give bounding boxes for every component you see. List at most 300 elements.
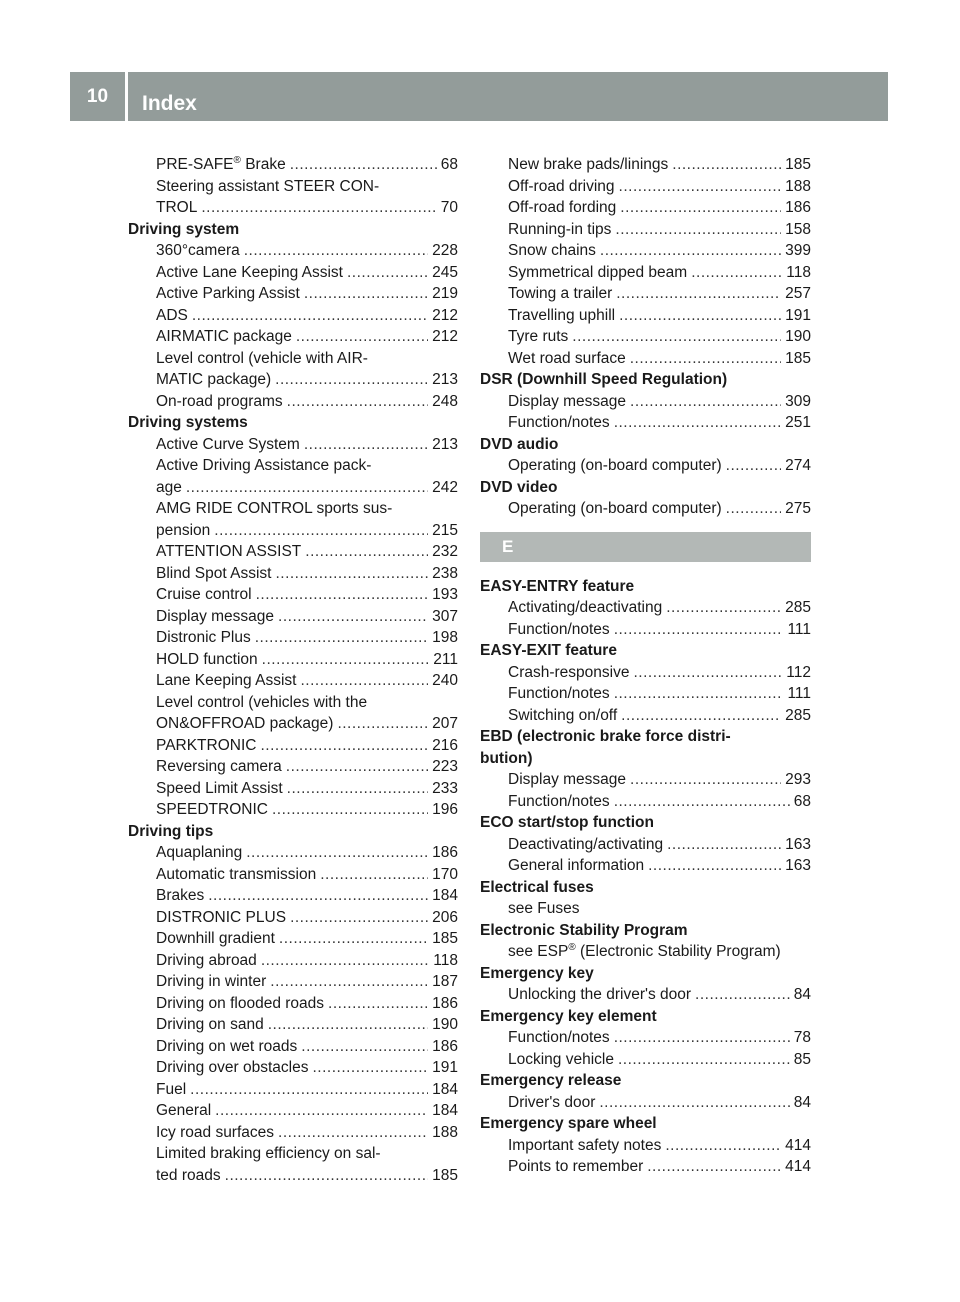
entry-label [156, 1122, 274, 1144]
entry-label [508, 1049, 614, 1071]
entry-label-text: Off-road fording [508, 199, 617, 216]
entry-label [156, 520, 210, 542]
entry-label-text: Aquaplaning [156, 844, 243, 861]
index-entry[interactable] [128, 1036, 458, 1058]
dot-leader [630, 769, 781, 791]
index-entry[interactable] [480, 326, 811, 348]
page-reference[interactable]: 399 [785, 242, 811, 259]
entry-label-text: 360°camera [156, 242, 240, 259]
dot-leader [726, 498, 781, 520]
entry-label [156, 950, 257, 972]
entry-label-text: Active Lane Keeping Assist [156, 263, 343, 281]
entry-label [508, 197, 616, 219]
entry-label-text: ATTENTION ASSIST [156, 543, 302, 560]
index-entry[interactable] [480, 683, 811, 705]
index-entry[interactable] [480, 219, 811, 241]
page-reference[interactable]: 257 [785, 285, 811, 302]
index-entry[interactable] [128, 240, 458, 262]
entry-label [508, 662, 629, 684]
subentry-label: Level control (vehicle with AIR- [156, 349, 368, 367]
dot-leader [279, 928, 428, 950]
page-reference[interactable]: 68 [440, 156, 458, 173]
entry-label-text: Symmetrical dipped beam [508, 263, 688, 281]
dot-leader [667, 834, 781, 856]
dot-leader [262, 649, 430, 671]
index-entry[interactable] [480, 176, 811, 198]
dot-leader [261, 950, 429, 972]
registered-mark: ® [233, 155, 241, 166]
index-entry[interactable] [128, 735, 458, 757]
index-entry[interactable] [128, 154, 458, 176]
index-entry[interactable] [128, 778, 458, 800]
dot-leader [695, 984, 790, 1006]
page-reference[interactable]: 251 [785, 414, 811, 431]
entry-label [156, 262, 343, 284]
dot-leader [618, 1049, 790, 1071]
page-reference[interactable]: 118 [433, 951, 458, 969]
index-entry[interactable] [128, 1165, 458, 1187]
page-reference[interactable]: 198 [432, 629, 458, 646]
page-reference[interactable]: 245 [432, 263, 458, 281]
index-entry[interactable] [128, 584, 458, 606]
index-entry[interactable] [128, 885, 458, 907]
entry-label-suffix: Brake [240, 156, 286, 173]
entry-label [156, 864, 316, 886]
entry-label [156, 713, 333, 735]
page-reference[interactable]: 185 [785, 156, 811, 173]
page-reference[interactable]: 206 [432, 908, 458, 926]
entry-label [508, 705, 617, 727]
entry-label-text: Switching on/off [508, 706, 618, 724]
entry-label [508, 1156, 643, 1178]
entry-label-text: pension [156, 521, 211, 539]
page-reference[interactable]: 213 [432, 435, 458, 453]
page-reference[interactable]: 184 [432, 887, 458, 904]
entry-label-text: Icy road surfaces [156, 1123, 275, 1141]
dot-leader [633, 662, 782, 684]
index-heading: Driving system [128, 220, 240, 238]
page-reference[interactable]: 186 [785, 199, 811, 216]
dot-leader [320, 864, 428, 886]
page-reference[interactable]: 242 [432, 478, 458, 496]
entry-label [508, 984, 691, 1006]
dot-leader [620, 197, 781, 219]
page-reference[interactable]: 196 [432, 801, 458, 818]
page-reference[interactable]: 190 [432, 1016, 458, 1033]
entry-label-text: Lane Keeping Assist [156, 672, 297, 689]
index-entry[interactable] [128, 649, 458, 671]
index-entry[interactable] [128, 713, 458, 735]
entry-label-text: ON&OFFROAD package) [156, 715, 334, 732]
entry-label-text: age [156, 478, 182, 496]
dot-leader [305, 541, 428, 563]
dot-leader [665, 1135, 781, 1157]
entry-label-text: Display message [156, 607, 275, 625]
dot-leader [630, 391, 781, 413]
entry-label [156, 1165, 221, 1187]
index-entry[interactable] [480, 1049, 811, 1071]
index-subentry-text [480, 898, 811, 920]
entry-label-text: TROL [156, 199, 198, 216]
entry-label [508, 455, 722, 477]
entry-label-text: Deactivating/activating [508, 835, 664, 853]
dot-leader [614, 412, 781, 434]
entry-label-text: ted roads [156, 1166, 221, 1184]
index-entry[interactable] [480, 391, 811, 413]
entry-label-text: Function/notes [508, 792, 610, 810]
entry-label [508, 391, 626, 413]
dot-leader [328, 993, 428, 1015]
entry-label [508, 683, 610, 705]
index-entry[interactable] [480, 791, 811, 813]
entry-label-text: SPEEDTRONIC [156, 801, 268, 818]
index-entry[interactable] [128, 283, 458, 305]
page-reference[interactable]: 219 [432, 285, 458, 302]
page-reference[interactable]: 70 [440, 199, 458, 216]
index-entry[interactable] [480, 1135, 811, 1157]
index-entry[interactable] [128, 262, 458, 284]
page-reference[interactable]: 275 [785, 500, 811, 517]
index-entry[interactable] [128, 391, 458, 413]
page-reference[interactable]: 191 [785, 306, 811, 324]
entry-label [156, 1079, 186, 1101]
dot-leader [278, 606, 428, 628]
entry-label-text: General information [508, 857, 645, 874]
entry-label-text: Brakes [156, 887, 205, 904]
page-reference[interactable]: 223 [432, 758, 458, 775]
entry-label [156, 154, 286, 176]
entry-label-text: Automatic transmission [156, 865, 317, 883]
index-entry[interactable] [128, 971, 458, 993]
entry-label-text: Downhill gradient [156, 930, 275, 947]
entry-label [156, 606, 274, 628]
entry-label [508, 1092, 595, 1114]
index-entry[interactable] [480, 984, 811, 1006]
index-entry[interactable] [128, 197, 458, 219]
entry-label [508, 1135, 661, 1157]
page-reference[interactable]: 215 [432, 521, 458, 539]
index-column-left [128, 154, 458, 1186]
entry-label [156, 197, 197, 219]
page-reference[interactable]: 190 [785, 328, 811, 345]
index-heading: Emergency key element [480, 1007, 657, 1025]
page-reference[interactable]: 238 [432, 564, 458, 582]
entry-label-text: Snow chains [508, 242, 596, 259]
page-reference[interactable]: 188 [785, 177, 811, 195]
index-entry[interactable] [480, 1027, 811, 1049]
entry-label-text: Active Curve System [156, 435, 300, 453]
index-entry[interactable] [480, 240, 811, 262]
entry-label [156, 842, 242, 864]
page-reference[interactable]: 285 [785, 706, 811, 724]
entry-label-text: Crash-responsive [508, 663, 630, 681]
entry-label [508, 154, 668, 176]
index-entry[interactable] [128, 606, 458, 628]
dot-leader [647, 1156, 781, 1178]
page-reference[interactable]: 186 [432, 1037, 458, 1055]
entry-label [156, 735, 256, 757]
entry-label-text: ADS [156, 306, 188, 324]
index-entry[interactable] [480, 855, 811, 877]
dot-leader [312, 1057, 428, 1079]
dot-leader [630, 348, 781, 370]
entry-label-text: Driving on wet roads [156, 1037, 298, 1055]
page-reference[interactable]: 193 [432, 586, 458, 603]
index-entry[interactable] [128, 670, 458, 692]
page-reference[interactable]: 185 [432, 1166, 458, 1184]
index-entry[interactable] [480, 498, 811, 520]
index-heading: Driving tips [128, 822, 214, 840]
entry-label [156, 563, 271, 585]
index-entry[interactable] [128, 305, 458, 327]
index-heading: bution) [480, 749, 533, 767]
index-entry[interactable] [480, 455, 811, 477]
page-reference[interactable]: 212 [432, 328, 458, 345]
index-subentry-text [128, 1143, 458, 1165]
page-reference[interactable]: 184 [432, 1080, 458, 1098]
entry-label [156, 1057, 308, 1079]
page-reference[interactable]: 207 [432, 715, 458, 732]
index-heading: Emergency key [480, 964, 594, 982]
page-reference[interactable]: 285 [785, 599, 811, 616]
page-reference[interactable]: 111 [787, 685, 811, 702]
entry-label [156, 907, 286, 929]
index-heading: EASY-EXIT feature [480, 642, 617, 659]
entry-label-text: HOLD function [156, 650, 258, 668]
index-heading: Electrical fuses [480, 878, 594, 896]
dot-leader [648, 855, 781, 877]
page-reference[interactable]: 211 [433, 650, 458, 668]
page-reference[interactable]: 118 [786, 263, 811, 281]
dot-leader [287, 778, 428, 800]
page-reference[interactable]: 188 [432, 1123, 458, 1141]
entry-label-text: Towing a trailer [508, 285, 613, 302]
index-heading: DSR (Downhill Speed Regulation) [480, 371, 728, 388]
index-entry[interactable] [128, 541, 458, 563]
page-reference[interactable]: 232 [432, 543, 458, 560]
page-reference[interactable]: 228 [432, 242, 458, 259]
index-entry[interactable] [128, 627, 458, 649]
page-reference[interactable]: 184 [432, 1102, 458, 1119]
page-reference[interactable]: 274 [785, 457, 811, 474]
dot-leader [214, 520, 428, 542]
entry-label-text: New brake pads/linings [508, 156, 669, 173]
page-reference[interactable]: 191 [432, 1059, 458, 1076]
dot-leader [304, 283, 428, 305]
index-entry[interactable] [128, 520, 458, 542]
entry-label [156, 541, 301, 563]
dot-leader [215, 1100, 428, 1122]
entry-label [156, 240, 240, 262]
entry-label-text: PRE-SAFE [156, 156, 234, 173]
entry-label-text: Function/notes [508, 1029, 610, 1046]
entry-label [156, 1036, 297, 1058]
page-reference[interactable]: 84 [793, 986, 811, 1003]
entry-label-text: MATIC package) [156, 371, 272, 388]
dot-leader [347, 262, 428, 284]
page-reference[interactable]: 85 [793, 1050, 811, 1068]
dot-leader [290, 907, 428, 929]
page-reference[interactable]: 233 [432, 779, 458, 797]
page-reference[interactable]: 163 [785, 857, 811, 874]
index-entry[interactable] [480, 597, 811, 619]
entry-label-text: Driving in winter [156, 973, 267, 990]
dot-leader [190, 1079, 428, 1101]
index-entry[interactable] [480, 1156, 811, 1178]
page-reference[interactable]: 185 [785, 349, 811, 367]
entry-label-text: Driving over obstacles [156, 1059, 309, 1076]
entry-label [508, 176, 615, 198]
index-entry[interactable] [128, 1057, 458, 1079]
dot-leader [186, 477, 428, 499]
index-subentry-text [128, 176, 458, 198]
index-entry[interactable] [128, 799, 458, 821]
entry-label [156, 477, 182, 499]
header-divider [125, 72, 128, 121]
dot-leader [621, 705, 781, 727]
entry-label-text: Function/notes [508, 414, 610, 431]
index-entry[interactable] [128, 864, 458, 886]
page-reference[interactable]: 111 [787, 620, 811, 638]
index-entry[interactable] [128, 1079, 458, 1101]
entry-label-text: Tyre ruts [508, 328, 569, 345]
index-entry[interactable] [128, 907, 458, 929]
index-entry[interactable] [480, 262, 811, 284]
page-reference[interactable]: 186 [432, 994, 458, 1012]
page-reference[interactable]: 68 [793, 792, 811, 810]
page-reference[interactable]: 186 [432, 844, 458, 861]
dot-leader [208, 885, 428, 907]
dot-leader [619, 176, 782, 198]
index-entry[interactable] [128, 434, 458, 456]
entry-label [508, 619, 610, 641]
entry-label-text: Activating/deactivating [508, 599, 663, 616]
entry-label [508, 283, 612, 305]
dot-leader [287, 391, 428, 413]
entry-label [508, 262, 687, 284]
entry-label-text: Fuel [156, 1080, 187, 1098]
index-entry[interactable] [480, 1092, 811, 1114]
dot-leader [300, 670, 428, 692]
index-entry[interactable] [480, 412, 811, 434]
page-reference[interactable]: 187 [432, 973, 458, 990]
entry-label [156, 778, 283, 800]
page-reference[interactable]: 212 [432, 306, 458, 324]
page-reference[interactable]: 309 [785, 392, 811, 410]
entry-label [508, 219, 611, 241]
index-entry[interactable] [128, 477, 458, 499]
page-reference[interactable]: 414 [785, 1158, 811, 1175]
dot-leader [275, 563, 428, 585]
index-entry[interactable] [128, 950, 458, 972]
dot-leader [256, 584, 429, 606]
entry-label-text: Blind Spot Assist [156, 564, 272, 582]
dot-leader [260, 735, 428, 757]
entry-label-text: DISTRONIC PLUS [156, 908, 287, 926]
dot-leader [600, 240, 781, 262]
index-entry[interactable] [480, 154, 811, 176]
page-reference[interactable]: 248 [432, 392, 458, 410]
index-entry[interactable] [480, 283, 811, 305]
dot-leader [672, 154, 781, 176]
index-subentry-text [128, 348, 458, 370]
page-reference[interactable]: 307 [432, 607, 458, 625]
index-entry[interactable] [128, 928, 458, 950]
index-entry[interactable] [480, 834, 811, 856]
index-entry[interactable] [480, 705, 811, 727]
entry-label [508, 498, 722, 520]
index-entry[interactable] [128, 369, 458, 391]
subentry-label: see Fuses [508, 900, 580, 917]
index-heading: DVD audio [480, 435, 559, 453]
index-entry[interactable] [128, 842, 458, 864]
entry-label-text: Points to remember [508, 1158, 644, 1175]
index-entry[interactable] [480, 662, 811, 684]
entry-label [508, 412, 610, 434]
dot-leader [615, 219, 781, 241]
entry-label [156, 283, 300, 305]
entry-label-text: Locking vehicle [508, 1050, 614, 1068]
subentry-label-suffix: (Electronic Stability Program) [575, 943, 781, 960]
page-reference[interactable]: 293 [785, 771, 811, 788]
index-entry[interactable] [128, 326, 458, 348]
index-entry[interactable] [480, 769, 811, 791]
page-reference[interactable]: 84 [793, 1093, 811, 1111]
index-entry[interactable] [128, 1122, 458, 1144]
entry-label-text: Operating (on-board computer) [508, 500, 722, 517]
entry-label [156, 305, 188, 327]
page-reference[interactable]: 112 [786, 663, 811, 681]
entry-label-text: Important safety notes [508, 1136, 662, 1154]
entry-label [156, 584, 252, 606]
page-reference[interactable]: 158 [785, 220, 811, 238]
page-reference[interactable]: 78 [793, 1029, 811, 1046]
page-reference[interactable]: 185 [432, 930, 458, 947]
page-reference[interactable]: 216 [432, 736, 458, 754]
index-heading: Emergency spare wheel [480, 1115, 657, 1132]
page-reference[interactable]: 163 [785, 835, 811, 853]
index-entry[interactable] [128, 563, 458, 585]
index-entry[interactable] [128, 1100, 458, 1122]
entry-label-text: Reversing camera [156, 758, 282, 775]
page-reference[interactable]: 240 [432, 672, 458, 689]
page-reference[interactable]: 414 [785, 1136, 811, 1154]
dot-leader [192, 305, 428, 327]
index-entry[interactable] [480, 348, 811, 370]
dot-leader [278, 1122, 428, 1144]
entry-label-text: Driving abroad [156, 951, 257, 969]
index-entry[interactable] [128, 1014, 458, 1036]
subentry-label: Level control (vehicles with the [156, 693, 368, 711]
entry-label [508, 855, 644, 877]
page-reference[interactable]: 213 [432, 371, 458, 388]
entry-label [156, 756, 282, 778]
index-column-right [480, 154, 811, 1178]
index-entry[interactable] [128, 993, 458, 1015]
index-entry[interactable] [480, 197, 811, 219]
index-entry[interactable] [128, 756, 458, 778]
entry-label-text: Display message [508, 392, 627, 410]
entry-label [508, 348, 626, 370]
dot-leader [726, 455, 781, 477]
dot-leader [272, 799, 428, 821]
dot-leader [246, 842, 428, 864]
dot-leader [616, 283, 781, 305]
index-entry[interactable] [480, 305, 811, 327]
entry-label [156, 799, 268, 821]
page-reference[interactable]: 170 [432, 865, 458, 883]
index-entry[interactable] [480, 619, 811, 641]
